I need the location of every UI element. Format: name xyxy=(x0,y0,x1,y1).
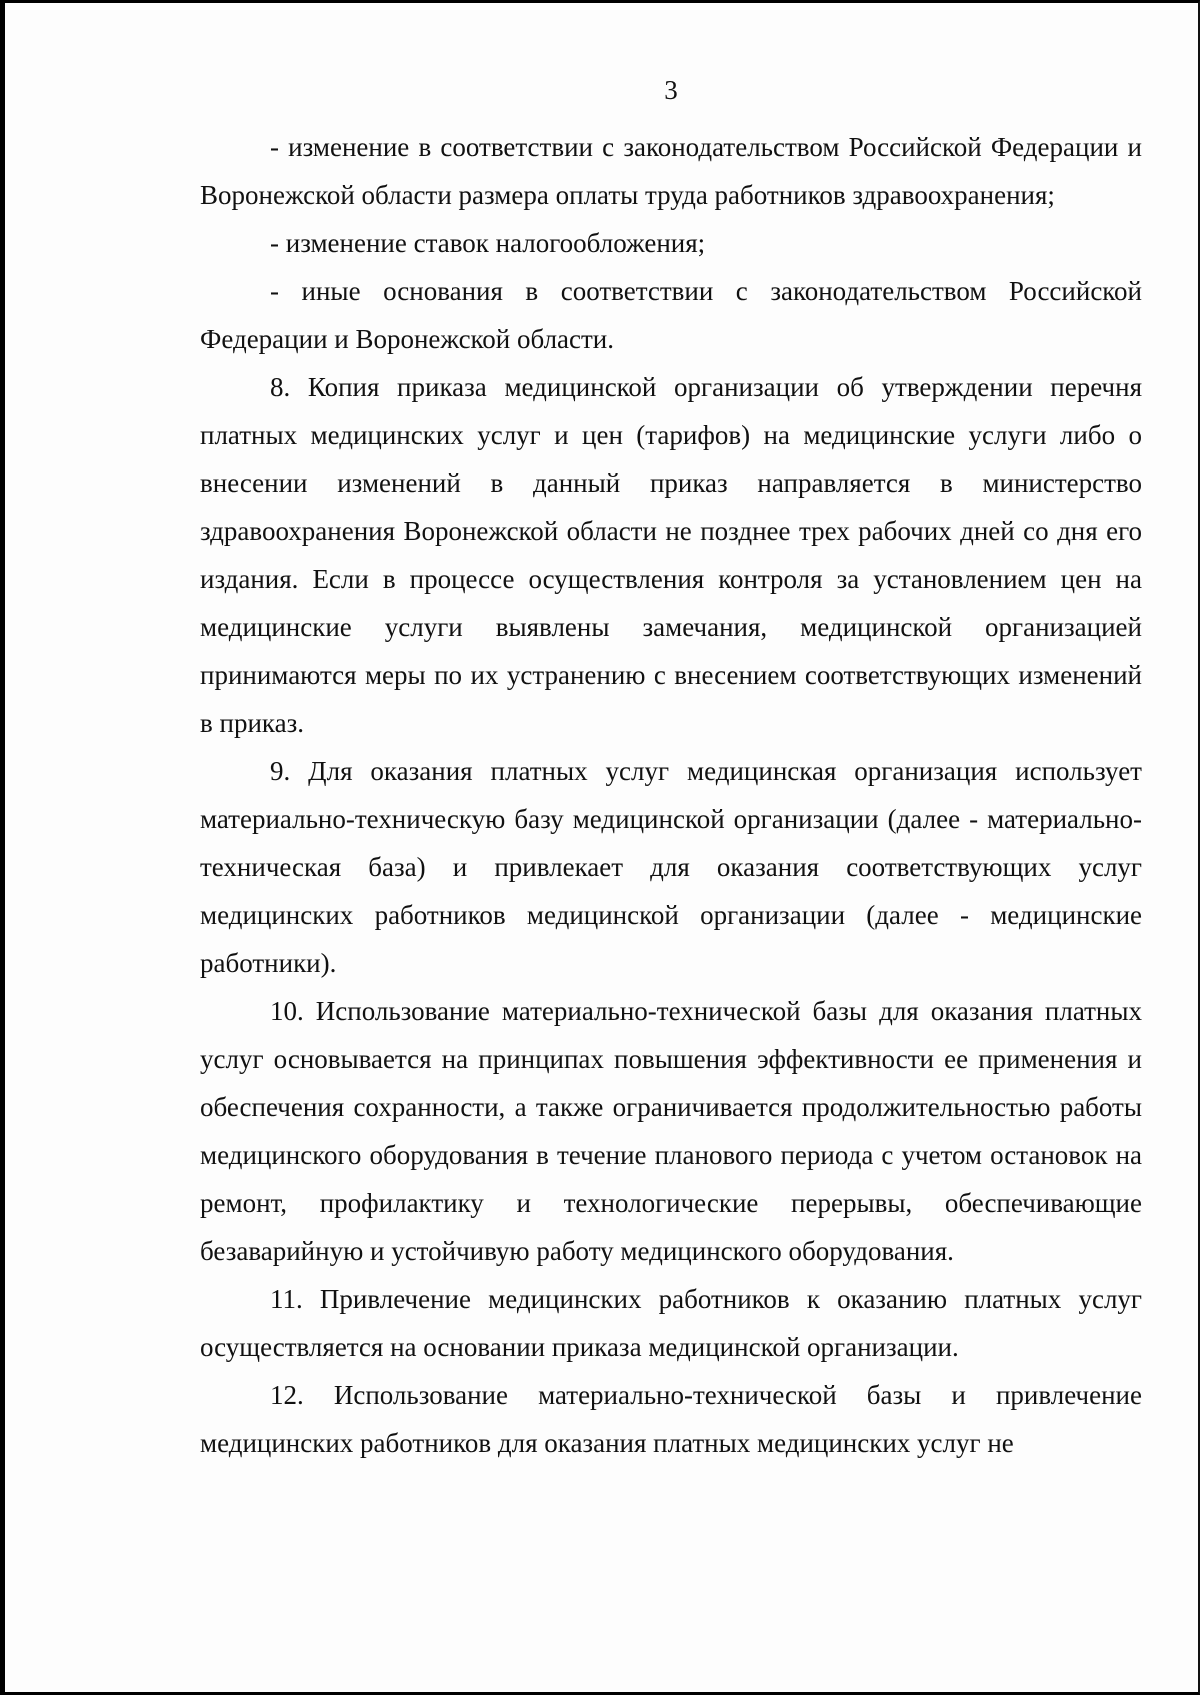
paragraph-clause-10: 10. Использование материально-технической базы для оказания платных услуг основывается на принципах повышения эффективности ее применения и обеспечения сохранности, а также ограничивается продолжительностью работы медицинского оборудования в течение планового периода с учетом остановок на ремонт, профилактику и технологические перерывы, обеспечивающие безаварийную и устойчивую работу медицинского оборудования. xyxy=(200,996,1142,1266)
document-body xyxy=(200,123,1142,1467)
paragraph-list-item-other-grounds: - иные основания в соответствии с законодательством Российской Федерации и Воронежской области. xyxy=(200,276,1142,354)
paragraph-clause-9: 9. Для оказания платных услуг медицинская организация использует материально-техническую базу медицинской организации (далее - материально-техническая база) и привлекает для оказания соответствующих услуг медицинских работников медицинской организации (далее - медицинские работники). xyxy=(200,756,1142,978)
paragraph-clause-11: 11. Привлечение медицинских работников к оказанию платных услуг осуществляется на основании приказа медицинской организации. xyxy=(200,1284,1142,1362)
paragraph-list-item-tax-change: - изменение ставок налогообложения; xyxy=(270,228,706,258)
paragraph-clause-12: 12. Использование материально-технической базы и привлечение медицинских работников для оказания платных медицинских услуг не xyxy=(200,1380,1142,1458)
paragraph-clause-8: 8. Копия приказа медицинской организации об утверждении перечня платных медицинских услуг и цен (тарифов) на медицинские услуги либо о внесении изменений в данный приказ направляется в министерство здравоохранения Воронежской области не позднее трех рабочих дней со дня его издания. Если в процессе осуществления контроля за установлением цен на медицинские услуги выявлены замечания, медицинской организацией принимаются меры по их устранению с внесением соответствующих изменений в приказ. xyxy=(200,372,1142,738)
paragraph-list-item-wage-change: - изменение в соответствии с законодательством Российской Федерации и Воронежской области размера оплаты труда работников здравоохранения; xyxy=(200,132,1142,210)
page-number: 3 xyxy=(664,75,678,105)
